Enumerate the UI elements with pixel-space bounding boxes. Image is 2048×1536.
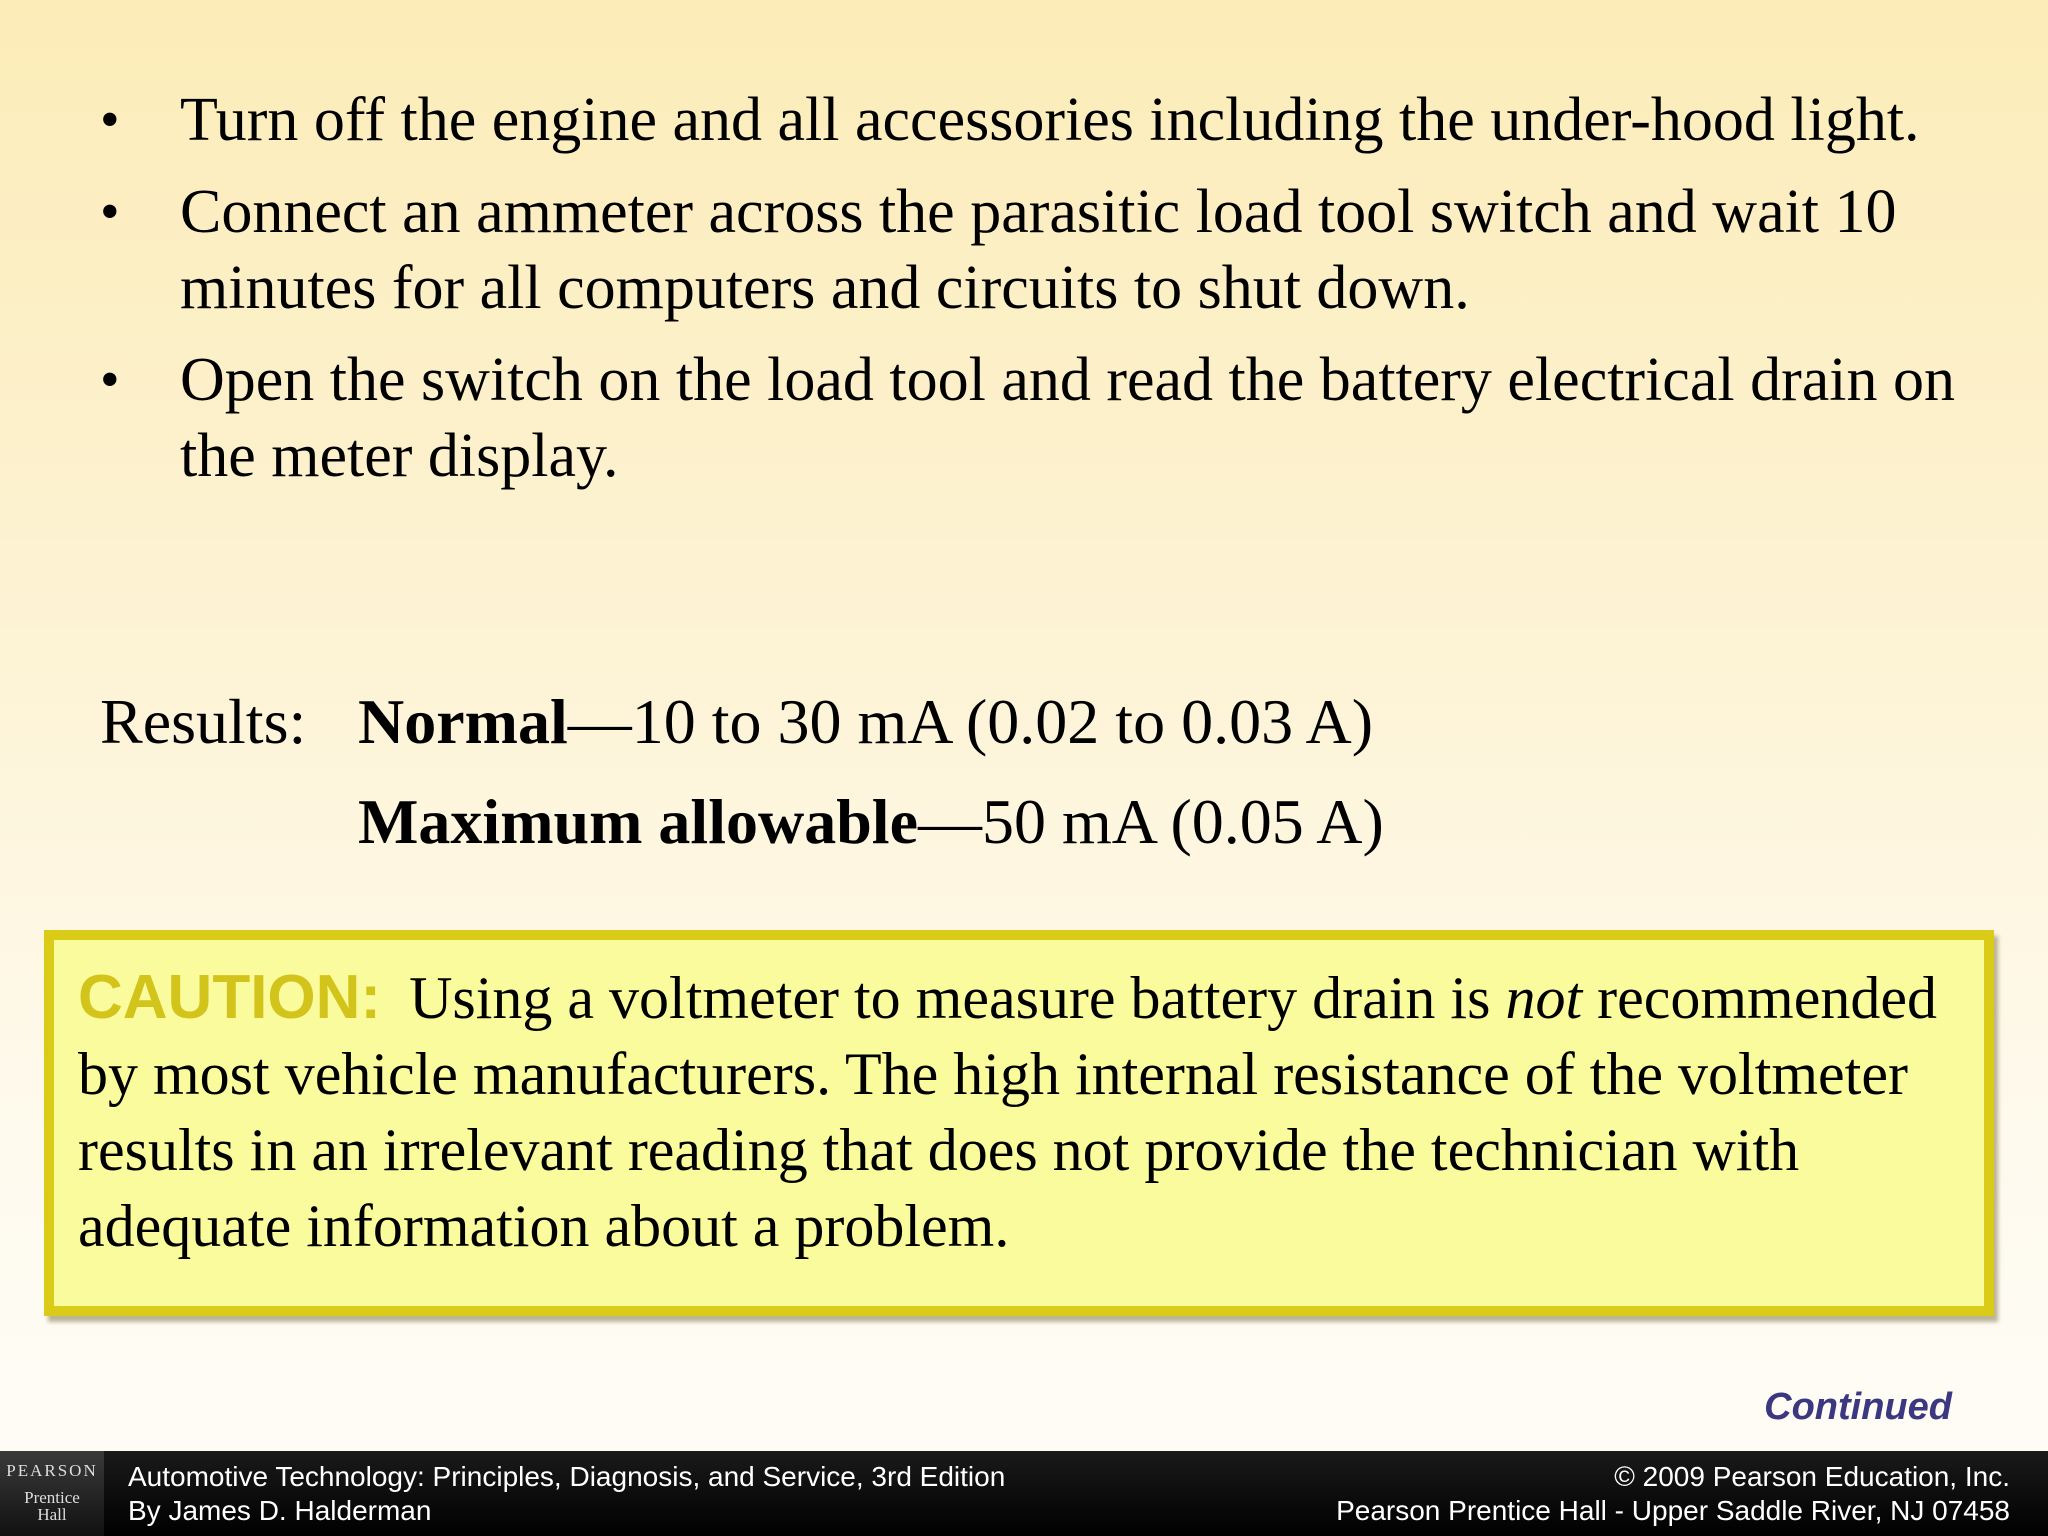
max-term: Maximum allowable <box>358 786 918 857</box>
bullet-marker: • <box>100 89 120 151</box>
book-title: Automotive Technology: Principles, Diagnosis, and Service, 3rd Edition <box>128 1461 1006 1492</box>
caution-label: CAUTION: <box>78 963 382 1032</box>
caution-text-before: Using a voltmeter to measure battery drain is <box>409 965 1506 1031</box>
bullet-text: Turn off the engine and all accessories including the under-hood light. <box>180 86 1920 154</box>
bullet-list <box>100 82 2000 510</box>
normal-term: Normal <box>358 686 568 757</box>
pearson-logo <box>0 1451 104 1536</box>
footer-publisher-info <box>1336 1460 2010 1528</box>
bullet-item <box>100 174 2000 326</box>
bullet-marker: • <box>100 349 120 411</box>
bullet-text: Connect an ammeter across the parasitic load tool switch and wait 10 minutes for all computers and circuits to shut down. <box>180 178 1897 322</box>
bullet-text: Open the switch on the load tool and read the battery electrical drain on the meter display. <box>180 346 1955 490</box>
bullet-item <box>100 82 2000 158</box>
logo-line2: Hall <box>37 1505 67 1524</box>
footer-book-info <box>128 1460 1005 1528</box>
bullet-marker: • <box>100 181 120 243</box>
book-author: By James D. Halderman <box>128 1495 432 1526</box>
logo-line1: Prentice <box>24 1488 80 1507</box>
footer <box>0 1451 2048 1536</box>
caution-emphasis: not <box>1505 965 1583 1031</box>
continued-label: Continued <box>1764 1386 1952 1428</box>
caution-text-after: recommended by most vehicle manufacturers. The high internal resistance of the voltmeter results in an irrelevant reading that does not provide the technician with adequate information about a problem. <box>78 965 1937 1259</box>
logo-pearson-text: PEARSON <box>6 1461 98 1480</box>
results-maximum <box>358 772 1384 872</box>
max-value: —50 mA (0.05 A) <box>917 786 1384 857</box>
results-label: Results: <box>100 686 307 757</box>
logo-prentice-text <box>0 1489 104 1523</box>
caution-box <box>44 930 1994 1316</box>
bullet-item <box>100 342 2000 494</box>
copyright: © 2009 Pearson Education, Inc. <box>1614 1461 2010 1492</box>
results-normal <box>358 672 1373 772</box>
normal-value: —10 to 30 mA (0.02 to 0.03 A) <box>567 686 1374 757</box>
publisher: Pearson Prentice Hall - Upper Saddle River, NJ 07458 <box>1336 1495 2010 1526</box>
